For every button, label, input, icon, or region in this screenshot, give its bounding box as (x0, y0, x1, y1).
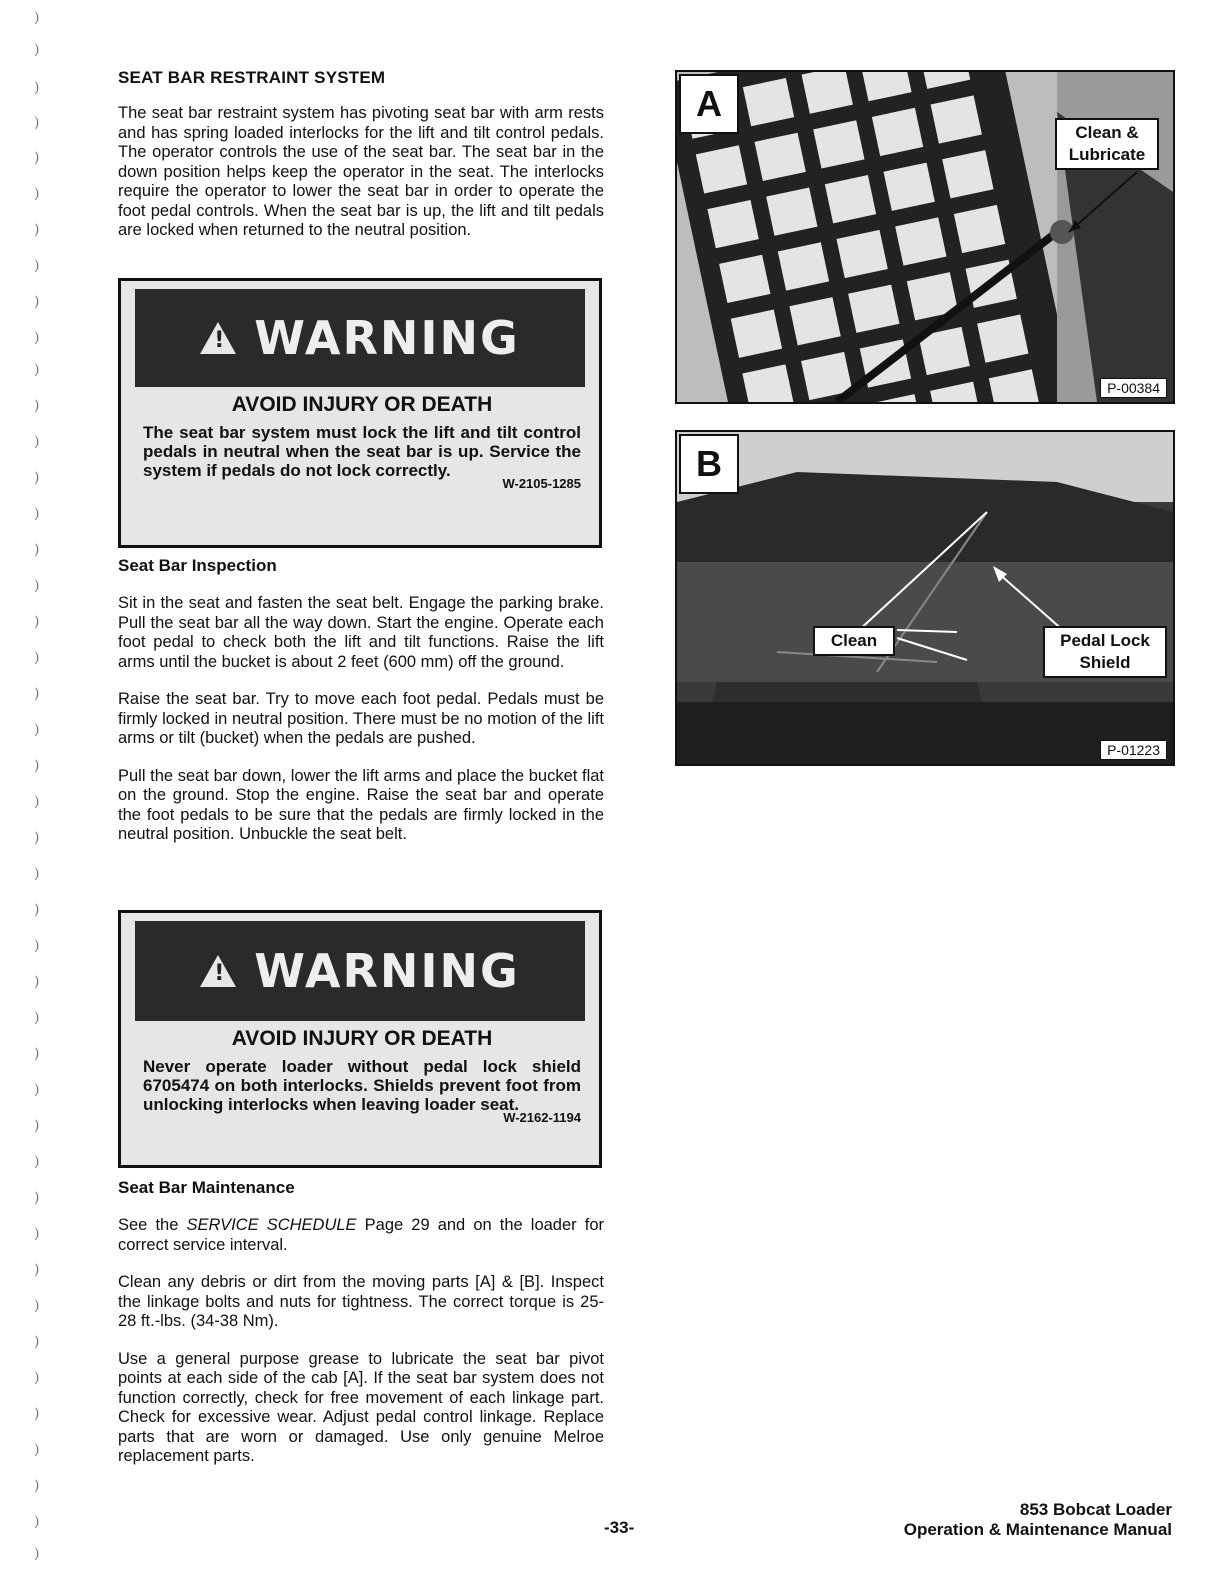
warning-code: W-2162-1194 (503, 1110, 581, 1125)
figure-a-letter: A (679, 74, 739, 134)
inspection-paragraph-2: Raise the seat bar. Try to move each foot pedal. Pedals must be firmly locked in neutral position. There must be no motion of the lift arms or tilt (bucket) when the pedals are pushed. (118, 690, 604, 747)
warning-box-2 (118, 910, 602, 1168)
warning-code: W-2105-1285 (502, 476, 581, 491)
pedal-lock-shield-callout: Pedal Lock Shield (1043, 626, 1167, 678)
warning-text: Never operate loader without pedal lock shield 6705474 on both interlocks. Shields prevent foot from unlocking interlocks when leaving loader seat. (143, 1057, 581, 1114)
figure-a-code: P-00384 (1100, 378, 1167, 398)
warning-heading: AVOID INJURY OR DEATH (231, 1027, 493, 1050)
warning-banner-text: WARNING (254, 311, 520, 365)
seat-bar-section (118, 68, 604, 241)
warning-triangle-icon: ! (200, 322, 236, 354)
warning-triangle-icon: ! (200, 955, 236, 987)
maintenance-section (118, 1178, 604, 1467)
warning-banner-text: WARNING (254, 944, 520, 998)
intro-paragraph: The seat bar restraint system has pivoting seat bar with arm rests and has spring loaded interlocks for the lift and tilt control pedals. The operator controls the use of the seat bar. The seat bar in the down position helps keep the operator in the seat. The interlocks require the operator to lower the seat bar in order to operate the foot pedal controls. When the seat bar is up, the lift and tilt pedals are locked when returned to the neutral position. (118, 104, 604, 239)
inspection-paragraph-3: Pull the seat bar down, lower the lift arms and place the bucket flat on the ground. Stop the engine. Raise the seat bar and operate the foot pedals to be sure that the pedals are firmly locked in the neutral position. Unbuckle the seat belt. (118, 766, 604, 843)
figure-b-code: P-01223 (1100, 740, 1167, 760)
warning-text: The seat bar system must lock the lift and tilt control pedals in neutral when the seat bar is up. Service the system if pedals do not lock correctly. (143, 423, 581, 480)
maintenance-paragraph-1 (118, 1216, 604, 1255)
inspection-paragraph-1: Sit in the seat and fasten the seat belt. Engage the parking brake. Pull the seat bar all the way down. Start the engine. Operate each foot pedal to check both the lift and tilt functions. Raise the lift arms until the bucket is about 2 feet (600 mm) off the ground. (118, 594, 604, 671)
service-schedule-ref: SERVICE SCHEDULE (186, 1216, 357, 1234)
maintenance-paragraph-2: Clean any debris or dirt from the moving parts [A] & [B]. Inspect the linkage bolts and nuts for tightness. The correct torque is 25-28 ft.-lbs. (34-38 Nm). (118, 1273, 604, 1330)
warning-box-1 (118, 278, 602, 548)
figure-a (675, 70, 1175, 404)
figure-b-photo (677, 432, 1173, 764)
warning-banner (135, 289, 585, 387)
inspection-section (118, 556, 604, 845)
section-title: SEAT BAR RESTRAINT SYSTEM (118, 68, 386, 87)
clean-lubricate-callout: Clean & Lubricate (1055, 118, 1159, 170)
warning-heading: AVOID INJURY OR DEATH (231, 393, 493, 416)
maintenance-paragraph-3: Use a general purpose grease to lubricate the seat bar pivot points at each side of the cab [A]. If the seat bar system does not function correctly, check for free movement of each linkage part. Check for excessive wear. Adjust pedal control linkage. Replace parts that are worn or damaged. Use only genuine Melroe replacement parts. (118, 1349, 604, 1465)
clean-callout: Clean (813, 626, 895, 656)
binding-margin: ) ) ) ) ) ) ) ) ) ) ) ) ) ) ) ) ) ) ) ) ) ) ) ) ) ) ) ) ) ) ) ) ) ) ) ) ) ) ) ) ) ) ) ) (34, 10, 40, 1562)
maintenance-title: Seat Bar Maintenance (118, 1178, 295, 1197)
manual-title (904, 1500, 1172, 1540)
warning-banner (135, 921, 585, 1021)
figure-b (675, 430, 1175, 766)
figure-b-letter: B (679, 434, 739, 494)
text-run: Page 29 and on the loader for correct service interval. (118, 1216, 604, 1254)
inspection-title: Seat Bar Inspection (118, 556, 277, 575)
text-run: See the (118, 1216, 187, 1234)
manual-title-line-1: 853 Bobcat Loader (1019, 1500, 1172, 1519)
page-number: -33- (604, 1518, 635, 1537)
manual-title-line-2: Operation & Maintenance Manual (903, 1520, 1172, 1539)
